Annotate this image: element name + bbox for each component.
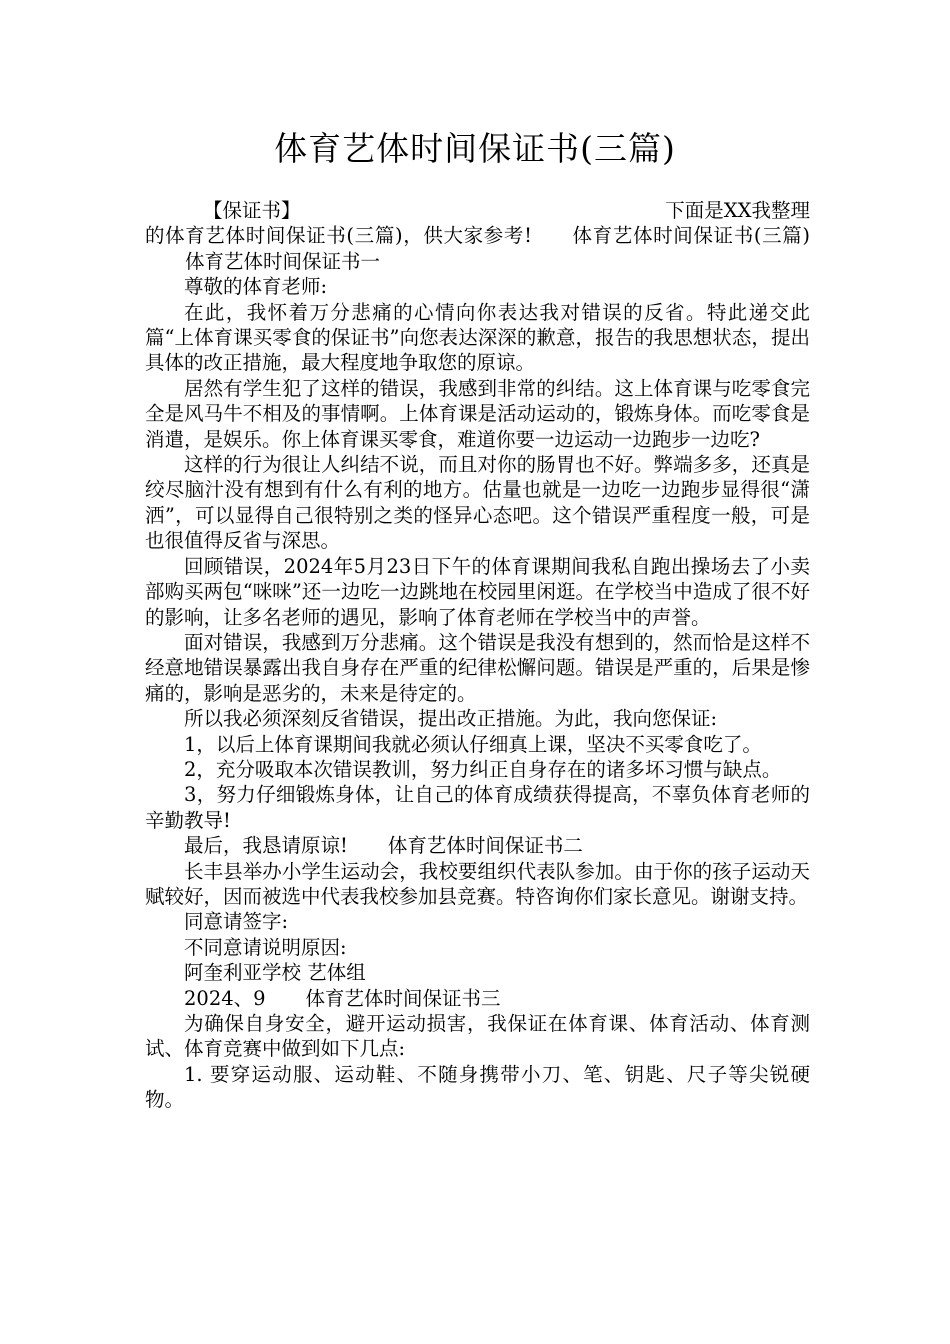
school-name: 阿奎利亚学校 艺体组: [184, 961, 366, 985]
notice-paragraph: 长丰县举办小学生运动会，我校要组织代表队参加。由于你的孩子运动天赋较好，因而被选中代表我校参加县竞赛。特咨询你们家长意见。谢谢支持。: [145, 859, 810, 908]
intro-ref1: 体育艺体时间保证: [571, 224, 734, 248]
section3-item: 1. 要穿运动服、运动鞋、不随身携带小刀、笔、钥匙、尺子等尖锐硬物。: [145, 1062, 810, 1112]
intro-tag: 【保证书】: [203, 199, 301, 222]
intro-rest: 的体育艺体时间保证书(三篇)，供大家参考!: [145, 224, 532, 248]
salutation: 尊敬的体育老师:: [184, 275, 328, 299]
date-line: [145, 986, 810, 1011]
notice-date: 2024、9: [184, 986, 266, 1010]
section1-heading: 体育艺体时间保证书一: [185, 249, 381, 273]
signature-prompt: 同意请签字:: [184, 910, 289, 934]
intro-lead: 下面是XX我整理: [665, 199, 810, 222]
body-paragraph: 这样的行为很让人纠结不说，而且对你的肠胃也不好。弊端多多，还真是绞尽脑汁没有想到有什么有利的地方。估量也就是一边吃一边跑步显得很“潇洒”，可以显得自己很特别之类的怪异心态吧。这个错误严重程度一般，可是也很值得反省与深思。: [145, 453, 810, 553]
intro-ref2: 书(三篇): [733, 224, 810, 248]
intro-paragraph: [145, 223, 810, 274]
closing-text: 最后，我恳请原谅!: [184, 834, 348, 858]
pledge-item: 2，充分吸取本次错误教训，努力纠正自身存在的诸多坏习惯与缺点。: [184, 757, 782, 781]
reason-prompt: 不同意请说明原因:: [184, 935, 347, 959]
body-paragraph: 居然有学生犯了这样的错误，我感到非常的纠结。这上体育课与吃零食完全是风马牛不相及的事情啊。上体育课是活动运动的，锻炼身体。而吃零食是消遣，是娱乐。你上体育课买零食，难道你要一边运动一边跑步一边吃?: [145, 376, 810, 451]
section2-heading: 体育艺体时间保证书二: [387, 834, 583, 858]
document-body: [145, 198, 810, 1113]
section3-heading: 体育艺体时间保证书三: [305, 986, 501, 1010]
pledge-item: 3，努力仔细锻炼身体，让自己的体育成绩获得提高，不辜负体育老师的辛勤教导!: [145, 783, 810, 832]
intro-line: [145, 198, 810, 223]
closing-line: [145, 833, 810, 858]
document-title: 体育艺体时间保证书(三篇): [274, 129, 676, 168]
body-paragraph: 在此，我怀着万分悲痛的心情向你表达我对错误的反省。特此递交此篇“上体育课买零食的保证书”向您表达深深的歉意，报告的我思想状态，提出具体的改正措施，最大程度地争取您的原谅。: [145, 300, 810, 375]
body-paragraph: 回顾错误，2024年5月23日下午的体育课期间我私自跑出操场去了小卖部购买两包“咪咪”还一边吃一边跳地在校园里闲逛。在学校当中造成了很不好的影响，让多名老师的遇见，影响了体育老师在学校当中的声誉。: [145, 554, 810, 629]
body-paragraph: 所以我必须深刻反省错误，提出改正措施。为此，我向您保证:: [184, 707, 718, 731]
section3-paragraph: 为确保自身安全，避开运动损害，我保证在体育课、体育活动、体育测试、体育竞赛中做到如下几点:: [145, 1012, 810, 1061]
body-paragraph: 面对错误，我感到万分悲痛。这个错误是我没有想到的，然而恰是这样不经意地错误暴露出我自身存在严重的纪律松懈问题。错误是严重的，后果是惨痛的，影响是恶劣的，未来是待定的。: [145, 630, 810, 705]
pledge-item: 1，以后上体育课期间我就必须认仔细真上课，坚决不买零食吃了。: [184, 732, 762, 756]
